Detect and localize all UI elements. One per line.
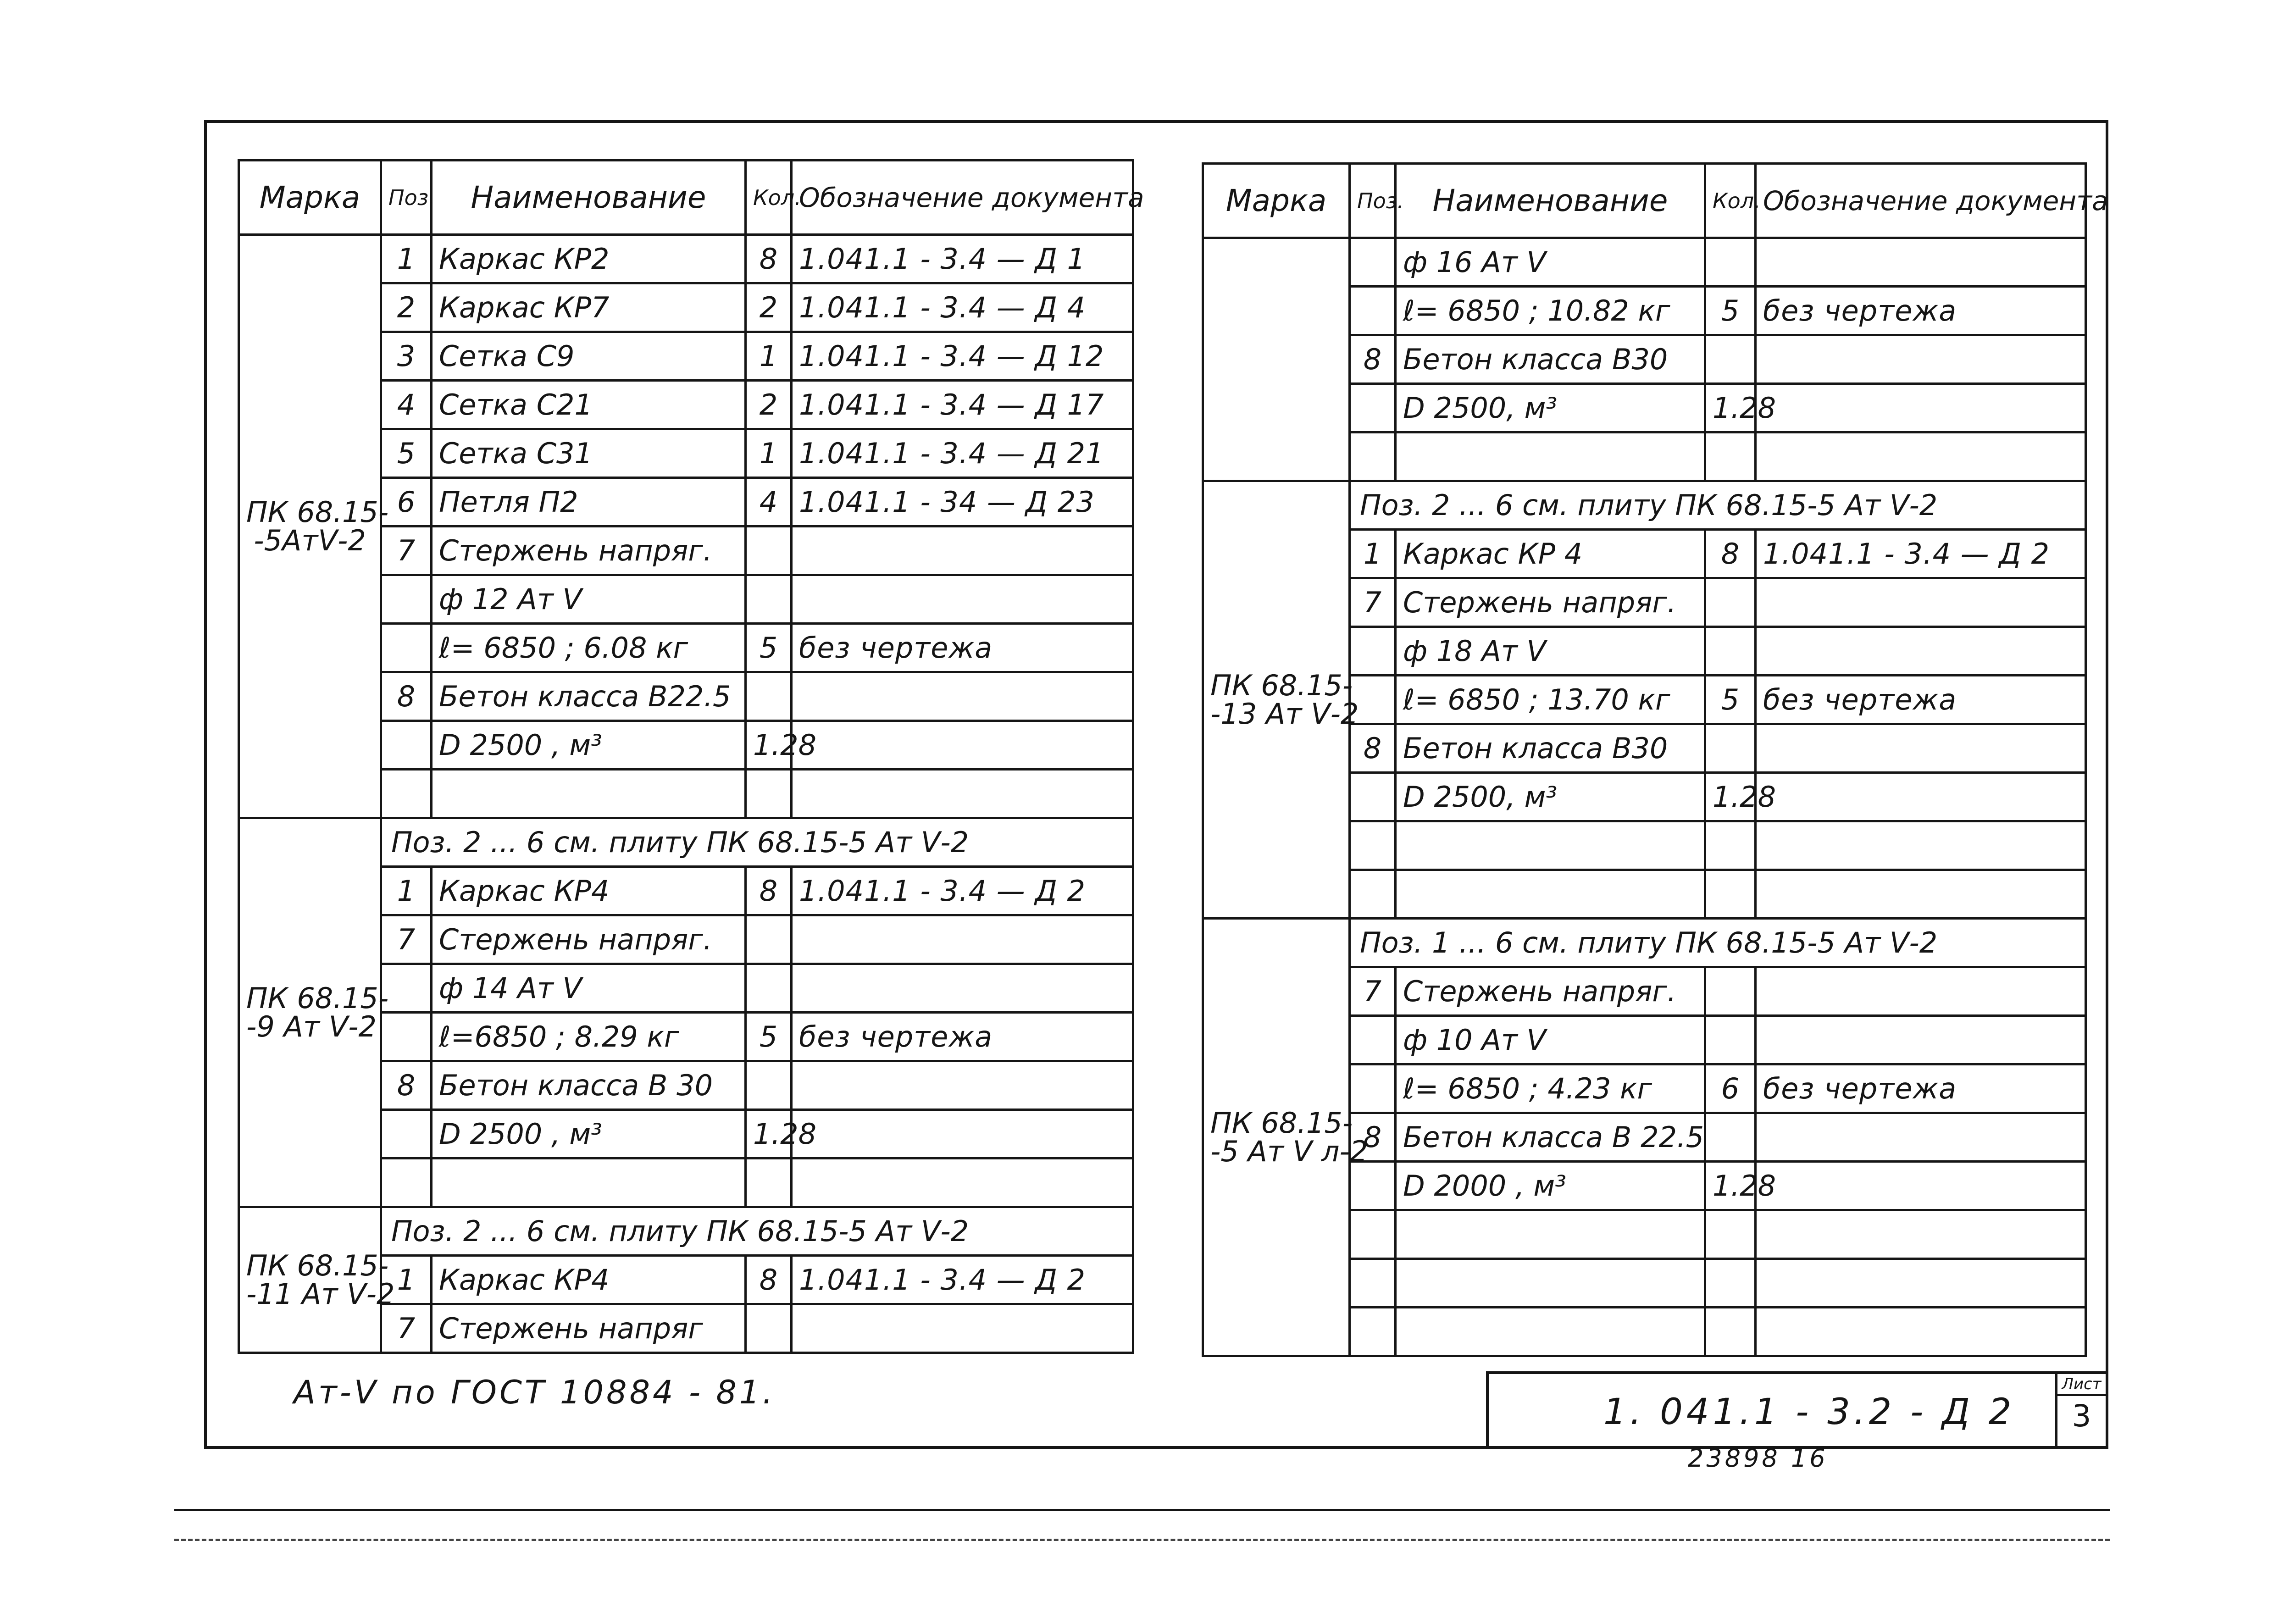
cell-note: Поз. 2 ... 6 см. плиту ПК 68.15-5 Ат Ⅴ-2 (381, 1207, 1133, 1256)
header-qty: Кол. (746, 161, 792, 235)
cell-qty (1705, 578, 1756, 627)
bottom-dashed-rule (174, 1539, 2110, 1541)
cell-mark (1203, 238, 1350, 481)
cell-qty (1705, 627, 1756, 676)
cell-qty: 8 (1705, 530, 1756, 578)
cell-mark: ПК 68.15- -5АтⅤ-2 (239, 235, 381, 818)
archive-number: 23898 16 (1688, 1444, 1828, 1473)
cell-name: D 2000 , м³ (1396, 1162, 1705, 1210)
cell-name (432, 1158, 746, 1207)
reference-note-row (239, 818, 1133, 867)
cell-name: Стержень напряг. (432, 915, 746, 964)
cell-name: ф 18 Ат Ⅴ (1396, 627, 1705, 676)
cell-qty (1705, 432, 1756, 481)
cell-doc (792, 575, 1133, 624)
sheet-number-box (2055, 1374, 2106, 1446)
cell-name (432, 770, 746, 818)
cell-name: Каркас КР4 (432, 867, 746, 915)
cell-name: Бетон класса В30 (1396, 335, 1705, 384)
cell-name: ℓ= 6850 ; 6.08 кг (432, 624, 746, 672)
cell-pos: 1 (381, 235, 432, 283)
reference-note-row (239, 1207, 1133, 1256)
cell-name: Бетон класса В 22.5 (1396, 1113, 1705, 1162)
cell-name: Стержень напряг. (432, 527, 746, 575)
cell-qty: 5 (1705, 676, 1756, 724)
header-doc: Обозначение документа (1756, 164, 2086, 238)
cell-doc: 1.041.1 - 3.4 — Д 12 (792, 332, 1133, 381)
cell-qty (1705, 335, 1756, 384)
cell-pos (381, 770, 432, 818)
cell-pos (1350, 1308, 1396, 1356)
cell-note: Поз. 2 ... 6 см. плиту ПК 68.15-5 Ат Ⅴ-2 (1350, 481, 2086, 530)
bottom-rule (174, 1509, 2110, 1511)
spec-table-left (238, 159, 1144, 1354)
cell-name (1396, 1308, 1705, 1356)
reference-note-row (1203, 919, 2086, 967)
cell-qty (746, 1158, 792, 1207)
cell-doc (1756, 1113, 2086, 1162)
cell-pos: 7 (381, 527, 432, 575)
cell-pos: 8 (1350, 335, 1396, 384)
table-row (239, 235, 1133, 283)
cell-doc (1756, 1259, 2086, 1308)
cell-qty (746, 527, 792, 575)
cell-doc: 1.041.1 - 3.4 — Д 2 (792, 1256, 1133, 1304)
cell-note: Поз. 2 ... 6 см. плиту ПК 68.15-5 Ат Ⅴ-2 (381, 818, 1133, 867)
spec-body-right (1203, 238, 2086, 1356)
cell-qty (1705, 967, 1756, 1016)
header-name: Наименование (432, 161, 746, 235)
cell-name: Бетон класса В 30 (432, 1061, 746, 1110)
cell-pos: 7 (381, 915, 432, 964)
cell-mark: ПК 68.15- -9 Ат Ⅴ-2 (239, 818, 381, 1207)
cell-doc (792, 1061, 1133, 1110)
title-block (1486, 1371, 2108, 1449)
cell-doc (1756, 384, 2086, 432)
cell-qty (746, 915, 792, 964)
cell-pos: 1 (381, 867, 432, 915)
cell-doc (792, 1110, 1133, 1158)
cell-qty: 4 (746, 478, 792, 527)
cell-qty (746, 1061, 792, 1110)
header-name: Наименование (1396, 164, 1705, 238)
cell-name: Стержень напряг. (1396, 967, 1705, 1016)
cell-doc: 1.041.1 - 3.4 — Д 17 (792, 381, 1133, 429)
cell-doc (1756, 432, 2086, 481)
cell-qty (1705, 821, 1756, 870)
cell-pos: 4 (381, 381, 432, 429)
cell-pos (1350, 1210, 1396, 1259)
cell-pos (1350, 238, 1396, 287)
cell-qty (1705, 1308, 1756, 1356)
cell-name: Сетка С31 (432, 429, 746, 478)
cell-doc (1756, 967, 2086, 1016)
footnote: Ат-Ⅴ по ГОСТ 10884 - 81. (294, 1374, 776, 1411)
cell-doc: без чертежа (792, 1013, 1133, 1061)
header-pos: Поз. (1350, 164, 1396, 238)
header-mark: Марка (1203, 164, 1350, 238)
cell-pos (381, 624, 432, 672)
cell-pos (1350, 773, 1396, 821)
cell-qty: 1 (746, 429, 792, 478)
cell-mark: ПК 68.15- -11 Ат Ⅴ-2 (239, 1207, 381, 1353)
cell-qty: 5 (746, 624, 792, 672)
cell-pos: 1 (381, 1256, 432, 1304)
cell-name: Бетон класса В30 (1396, 724, 1705, 773)
cell-name: ф 10 Ат Ⅴ (1396, 1016, 1705, 1064)
cell-qty (1705, 870, 1756, 919)
cell-name: D 2500 , м³ (432, 1110, 746, 1158)
cell-doc: без чертежа (1756, 676, 2086, 724)
cell-qty (746, 964, 792, 1013)
cell-pos (381, 1110, 432, 1158)
cell-doc: 1.041.1 - 3.4 — Д 2 (792, 867, 1133, 915)
cell-doc: 1.041.1 - 3.4 — Д 4 (792, 283, 1133, 332)
cell-qty (1705, 724, 1756, 773)
cell-name: ф 16 Ат Ⅴ (1396, 238, 1705, 287)
cell-name: Бетон класса В22.5 (432, 672, 746, 721)
cell-qty: 2 (746, 283, 792, 332)
cell-pos (381, 1013, 432, 1061)
cell-pos (1350, 287, 1396, 335)
cell-qty: 8 (746, 235, 792, 283)
cell-name (1396, 821, 1705, 870)
cell-qty (1705, 238, 1756, 287)
cell-pos: 1 (1350, 530, 1396, 578)
spec-table-right (1202, 162, 2108, 1357)
cell-doc: без чертежа (1756, 287, 2086, 335)
cell-pos (1350, 1259, 1396, 1308)
cell-qty: 1.28 (746, 1110, 792, 1158)
cell-qty (1705, 1016, 1756, 1064)
cell-name: Каркас КР 4 (1396, 530, 1705, 578)
cell-doc (1756, 335, 2086, 384)
cell-qty: 1.28 (746, 721, 792, 770)
cell-qty (1705, 1259, 1756, 1308)
cell-doc (792, 1158, 1133, 1207)
cell-qty: 1.28 (1705, 1162, 1756, 1210)
cell-note: Поз. 1 ... 6 см. плиту ПК 68.15-5 Ат Ⅴ-2 (1350, 919, 2086, 967)
cell-name: ℓ= 6850 ; 10.82 кг (1396, 287, 1705, 335)
cell-name: Стержень напряг (432, 1304, 746, 1353)
cell-doc (792, 915, 1133, 964)
cell-qty (1705, 1113, 1756, 1162)
cell-qty (746, 575, 792, 624)
cell-name: Каркас КР7 (432, 283, 746, 332)
cell-name (1396, 1210, 1705, 1259)
cell-doc (1756, 238, 2086, 287)
cell-qty (1705, 1210, 1756, 1259)
table-header-row (239, 161, 1133, 235)
cell-pos: 6 (381, 478, 432, 527)
table-row (1203, 238, 2086, 287)
cell-qty (746, 770, 792, 818)
cell-mark: ПК 68.15- -5 Ат Ⅴ л-2 (1203, 919, 1350, 1356)
cell-pos: 8 (1350, 724, 1396, 773)
cell-pos (1350, 432, 1396, 481)
cell-qty (746, 1304, 792, 1353)
cell-name: Стержень напряг. (1396, 578, 1705, 627)
cell-pos (1350, 1162, 1396, 1210)
cell-pos (381, 1158, 432, 1207)
cell-qty: 1 (746, 332, 792, 381)
cell-name: Петля П2 (432, 478, 746, 527)
cell-name: D 2500 , м³ (432, 721, 746, 770)
header-mark: Марка (239, 161, 381, 235)
cell-pos: 7 (1350, 967, 1396, 1016)
cell-doc (1756, 1162, 2086, 1210)
cell-mark: ПК 68.15- -13 Ат Ⅴ-2 (1203, 481, 1350, 919)
cell-doc (1756, 578, 2086, 627)
reference-note-row (1203, 481, 2086, 530)
cell-doc (1756, 870, 2086, 919)
cell-pos: 8 (1350, 1113, 1396, 1162)
cell-qty: 8 (746, 1256, 792, 1304)
header-pos: Поз. (381, 161, 432, 235)
cell-pos (1350, 821, 1396, 870)
cell-name: Каркас КР2 (432, 235, 746, 283)
cell-pos: 2 (381, 283, 432, 332)
cell-doc (1756, 821, 2086, 870)
table-header-row (1203, 164, 2086, 238)
cell-pos (1350, 1016, 1396, 1064)
cell-pos: 8 (381, 672, 432, 721)
cell-doc (1756, 724, 2086, 773)
header-doc: Обозначение документа (792, 161, 1133, 235)
cell-doc: 1.041.1 - 3.4 — Д 21 (792, 429, 1133, 478)
cell-doc (1756, 627, 2086, 676)
cell-doc (1756, 1308, 2086, 1356)
cell-doc (792, 770, 1133, 818)
cell-qty: 8 (746, 867, 792, 915)
cell-pos (381, 721, 432, 770)
cell-name: Сетка С21 (432, 381, 746, 429)
cell-qty: 1.28 (1705, 384, 1756, 432)
cell-name: ℓ=6850 ; 8.29 кг (432, 1013, 746, 1061)
cell-pos (1350, 1064, 1396, 1113)
cell-qty (746, 672, 792, 721)
cell-name: ℓ= 6850 ; 13.70 кг (1396, 676, 1705, 724)
cell-name (1396, 432, 1705, 481)
cell-pos (1350, 870, 1396, 919)
cell-doc (1756, 1016, 2086, 1064)
cell-name (1396, 870, 1705, 919)
cell-name (1396, 1259, 1705, 1308)
sheet-number: 3 (2072, 1398, 2091, 1434)
cell-doc (1756, 773, 2086, 821)
cell-pos (381, 575, 432, 624)
cell-doc (792, 964, 1133, 1013)
cell-name: D 2500, м³ (1396, 384, 1705, 432)
document-code: 1. 041.1 - 3.2 - Д 2 (1603, 1391, 2015, 1433)
cell-doc: без чертежа (792, 624, 1133, 672)
cell-pos (1350, 384, 1396, 432)
cell-name: Каркас КР4 (432, 1256, 746, 1304)
cell-pos: 7 (381, 1304, 432, 1353)
cell-doc (1756, 1210, 2086, 1259)
cell-pos: 3 (381, 332, 432, 381)
sheet-label: Лист (2057, 1374, 2106, 1396)
cell-qty: 2 (746, 381, 792, 429)
cell-pos: 5 (381, 429, 432, 478)
cell-name: ℓ= 6850 ; 4.23 кг (1396, 1064, 1705, 1113)
cell-doc: 1.041.1 - 3.4 — Д 2 (1756, 530, 2086, 578)
cell-qty: 6 (1705, 1064, 1756, 1113)
cell-qty: 5 (746, 1013, 792, 1061)
cell-doc: без чертежа (1756, 1064, 2086, 1113)
cell-doc: 1.041.1 - 3.4 — Д 1 (792, 235, 1133, 283)
cell-name: D 2500, м³ (1396, 773, 1705, 821)
cell-doc (792, 672, 1133, 721)
header-qty: Кол. (1705, 164, 1756, 238)
cell-doc (792, 1304, 1133, 1353)
cell-name: ф 12 Ат Ⅴ (432, 575, 746, 624)
cell-qty: 5 (1705, 287, 1756, 335)
cell-pos: 8 (381, 1061, 432, 1110)
cell-name: ф 14 Ат Ⅴ (432, 964, 746, 1013)
cell-name: Сетка С9 (432, 332, 746, 381)
cell-qty: 1.28 (1705, 773, 1756, 821)
cell-pos (1350, 627, 1396, 676)
cell-doc: 1.041.1 - 34 — Д 23 (792, 478, 1133, 527)
cell-doc (792, 527, 1133, 575)
spec-body-left (239, 235, 1133, 1353)
cell-doc (792, 721, 1133, 770)
cell-pos: 7 (1350, 578, 1396, 627)
